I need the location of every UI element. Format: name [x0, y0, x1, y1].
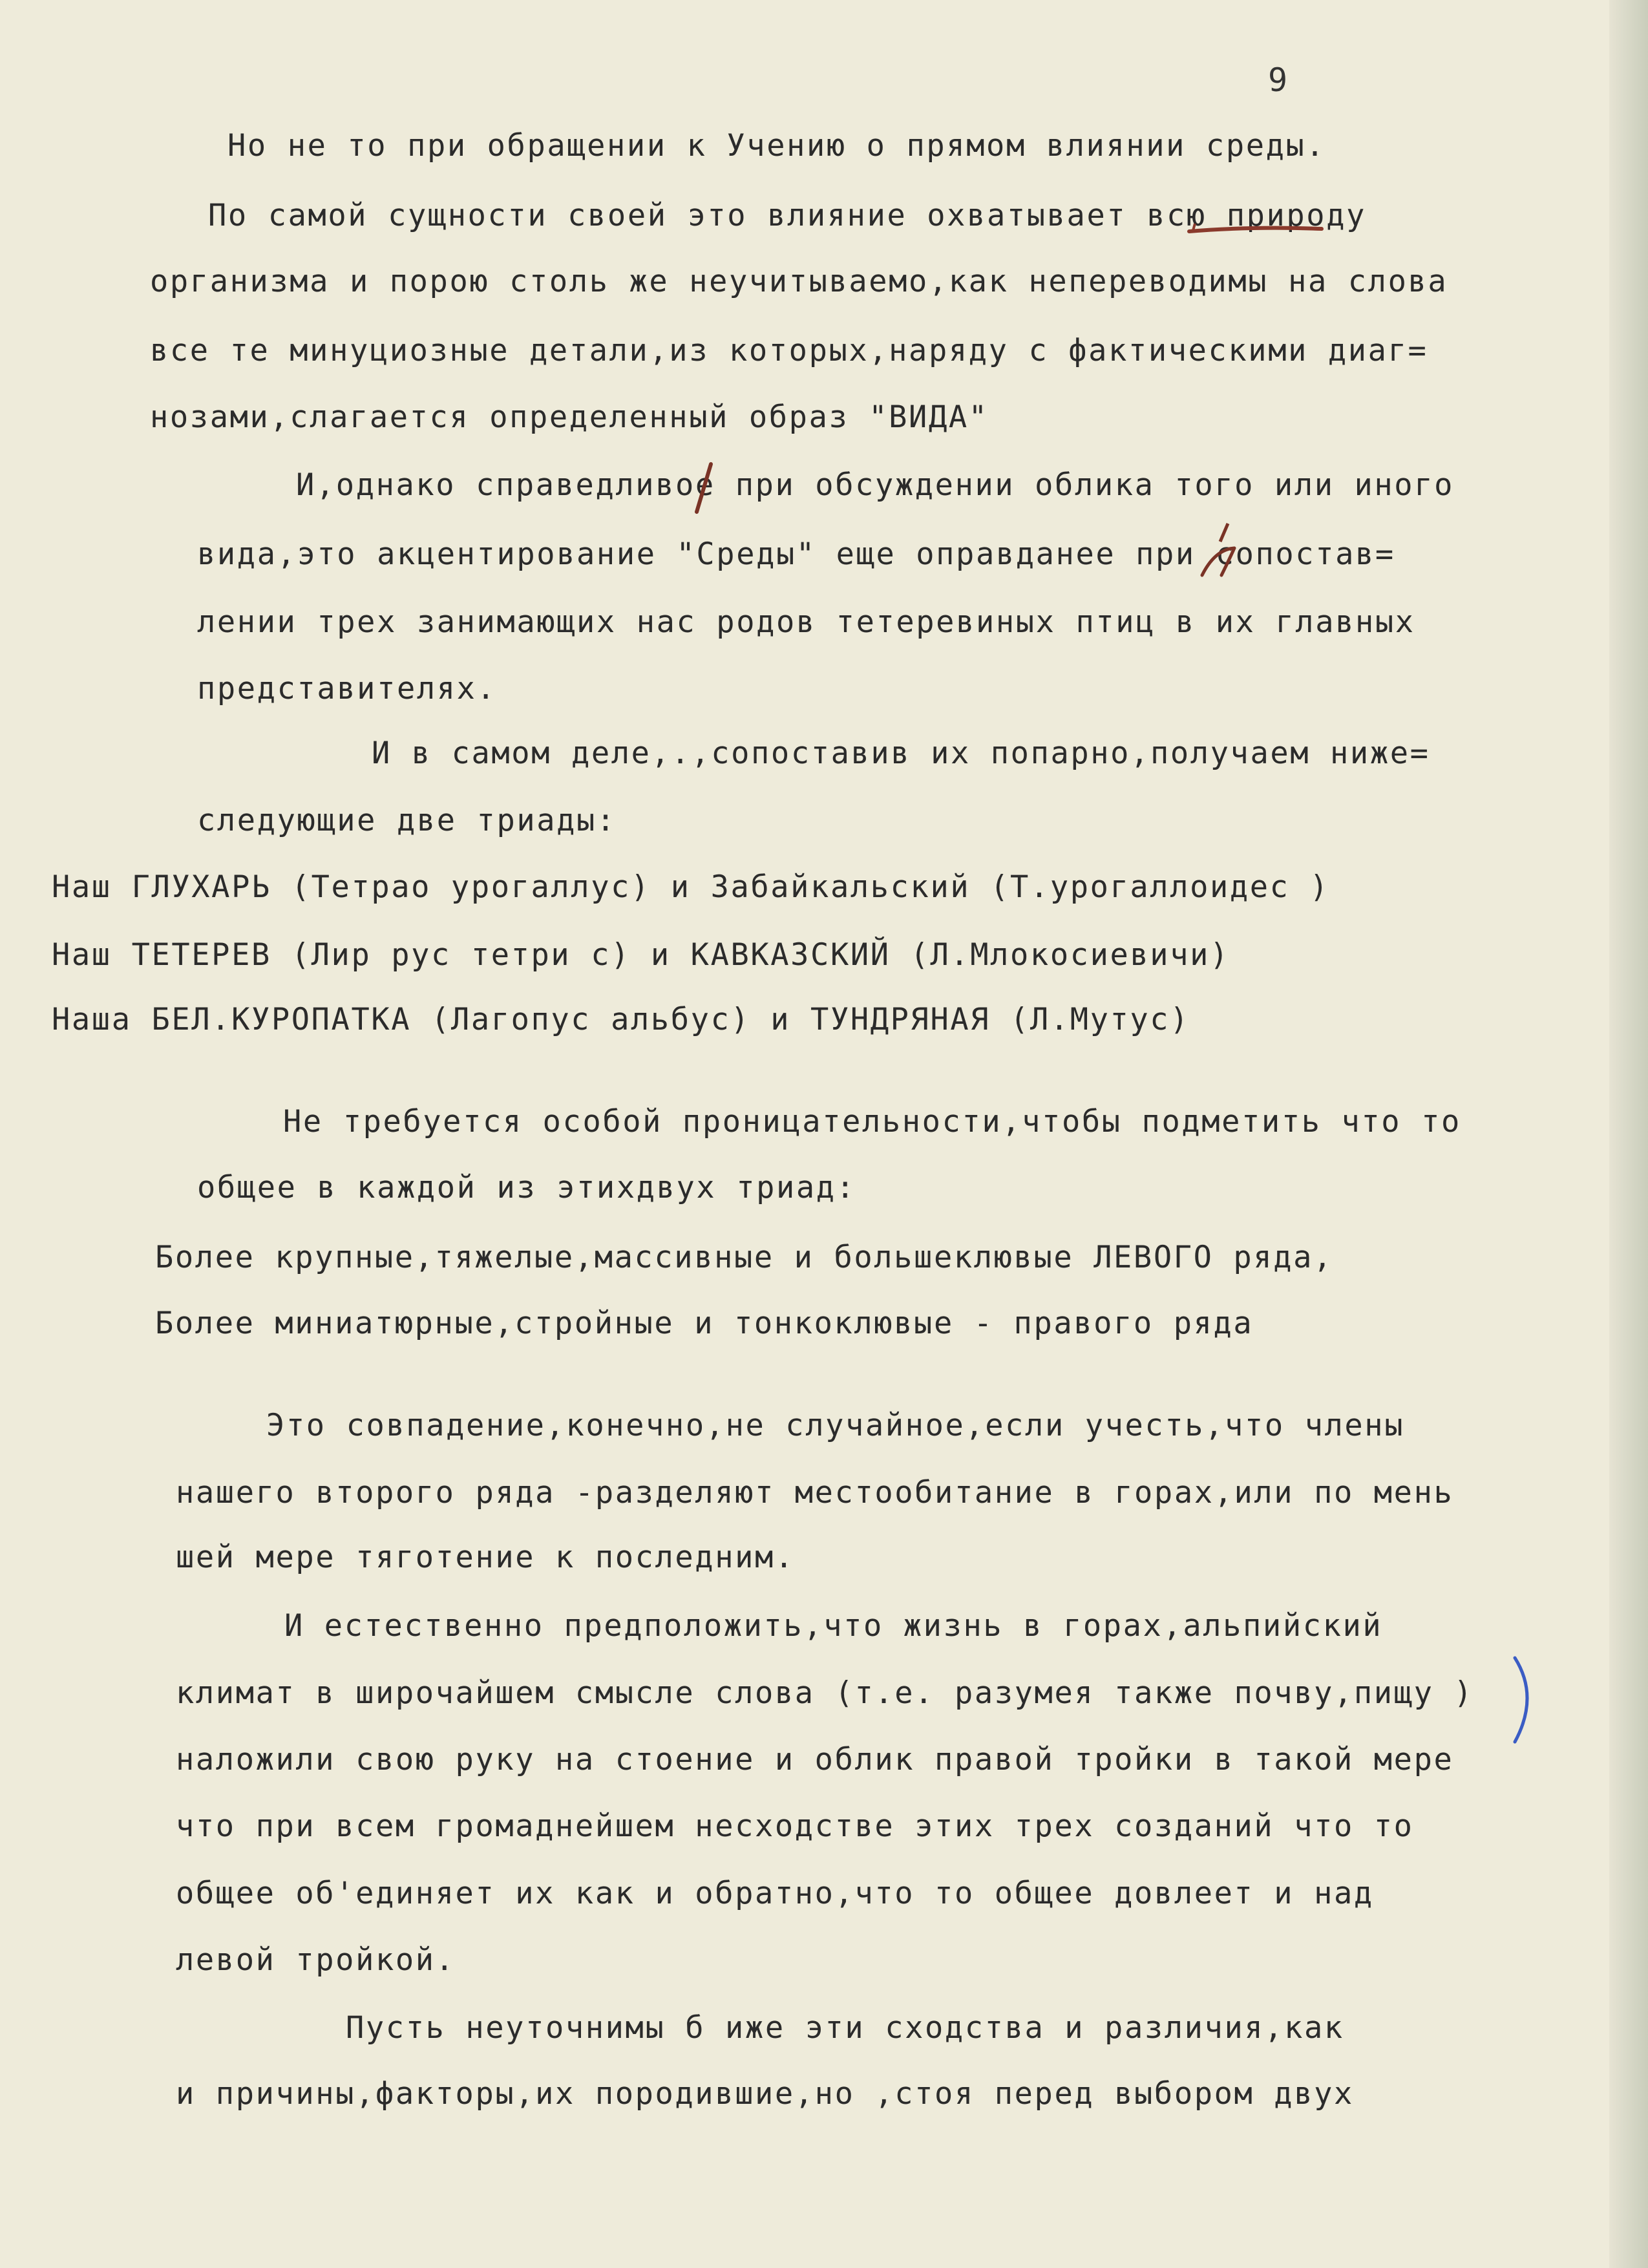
text-line: нозами,слагается определенный образ "ВИДА": [150, 399, 989, 435]
text-line: И естественно предположить,что жизнь в горах,альпийский: [284, 1608, 1383, 1644]
text-line: Но не то при обращении к Учению о прямом влиянии среды.: [227, 128, 1326, 164]
text-line: По самой сущности своей это влияние охватывает всю природу: [208, 198, 1366, 233]
text-line: представителях.: [197, 671, 497, 706]
text-line: нашего второго ряда -разделяют местообитание в горах,или по мень: [176, 1475, 1454, 1510]
triad-line: Наш ТЕТЕРЕВ (Лир рус тетри с) и КАВКАЗСКИЙ (Л.Млокосиевичи): [52, 937, 1230, 973]
text-line: климат в широчайшем смысле слова (т.е. разумея также почву,пищу ): [176, 1675, 1474, 1711]
blue-bracket-mark: [1506, 1651, 1545, 1748]
text-line: что при всем громаднейшем несходстве этих трех созданий что то: [176, 1808, 1414, 1844]
text-line: И,однако справедливое при обсуждении облика того или иного: [296, 467, 1454, 503]
text-line: левой тройкой.: [176, 1942, 456, 1978]
text-line: И в самом деле,.,сопоставив их попарно,получаем ниже=: [372, 736, 1430, 771]
text-line: Это совпадение,конечно,не случайное,если учесть,что члены: [266, 1408, 1405, 1443]
text-line: общее об'единяет их как и обратно,что то общее довлеет и над: [176, 1876, 1374, 1911]
text-line: Пусть неуточнимы б иже эти сходства и различия,как: [346, 2010, 1344, 2046]
text-line: лении трех занимающих нас родов тетеревиных птиц в их главных: [197, 604, 1415, 640]
text-line: общее в каждой из этихдвух триад:: [197, 1170, 856, 1205]
triad-line: Наша БЕЛ.КУРОПАТКА (Лагопус альбус) и ТУНДРЯНАЯ (Л.Мутус): [52, 1002, 1190, 1037]
text-line: Более миниатюрные,стройные и тонкоклювые - правого ряда: [155, 1306, 1254, 1341]
text-line: организма и порою столь же неучитываемо,как непереводимы на слова: [150, 264, 1448, 299]
text-line: следующие две триады:: [197, 803, 617, 838]
page-edge: [1609, 0, 1648, 2268]
triad-line: Наш ГЛУХАРЬ (Тетрао урогаллус) и Забайкальский (Т.урогаллоидес ): [52, 869, 1330, 905]
text-line: и причины,факторы,их породившие,но ,стоя перед выбором двух: [176, 2076, 1354, 2112]
text-line: шей мере тяготение к последним.: [176, 1540, 795, 1575]
ink-underline-mark: [1186, 200, 1328, 239]
page-number: 9: [1268, 61, 1289, 99]
ink-correction-mark: [1189, 511, 1267, 582]
ink-correction-mark: [685, 460, 724, 518]
text-line: все те минуциозные детали,из которых,наряду с фактическими диаг=: [150, 333, 1428, 368]
text-line: вида,это акцентирование "Среды" еще оправданее при сопостав=: [197, 536, 1395, 572]
text-line: Более крупные,тяжелые,массивные и большеклювые ЛЕВОГО ряда,: [155, 1240, 1333, 1275]
text-line: Не требуется особой проницательности,чтобы подметить что то: [283, 1104, 1461, 1139]
text-line: наложили свою руку на стоение и облик правой тройки в такой мере: [176, 1742, 1454, 1777]
